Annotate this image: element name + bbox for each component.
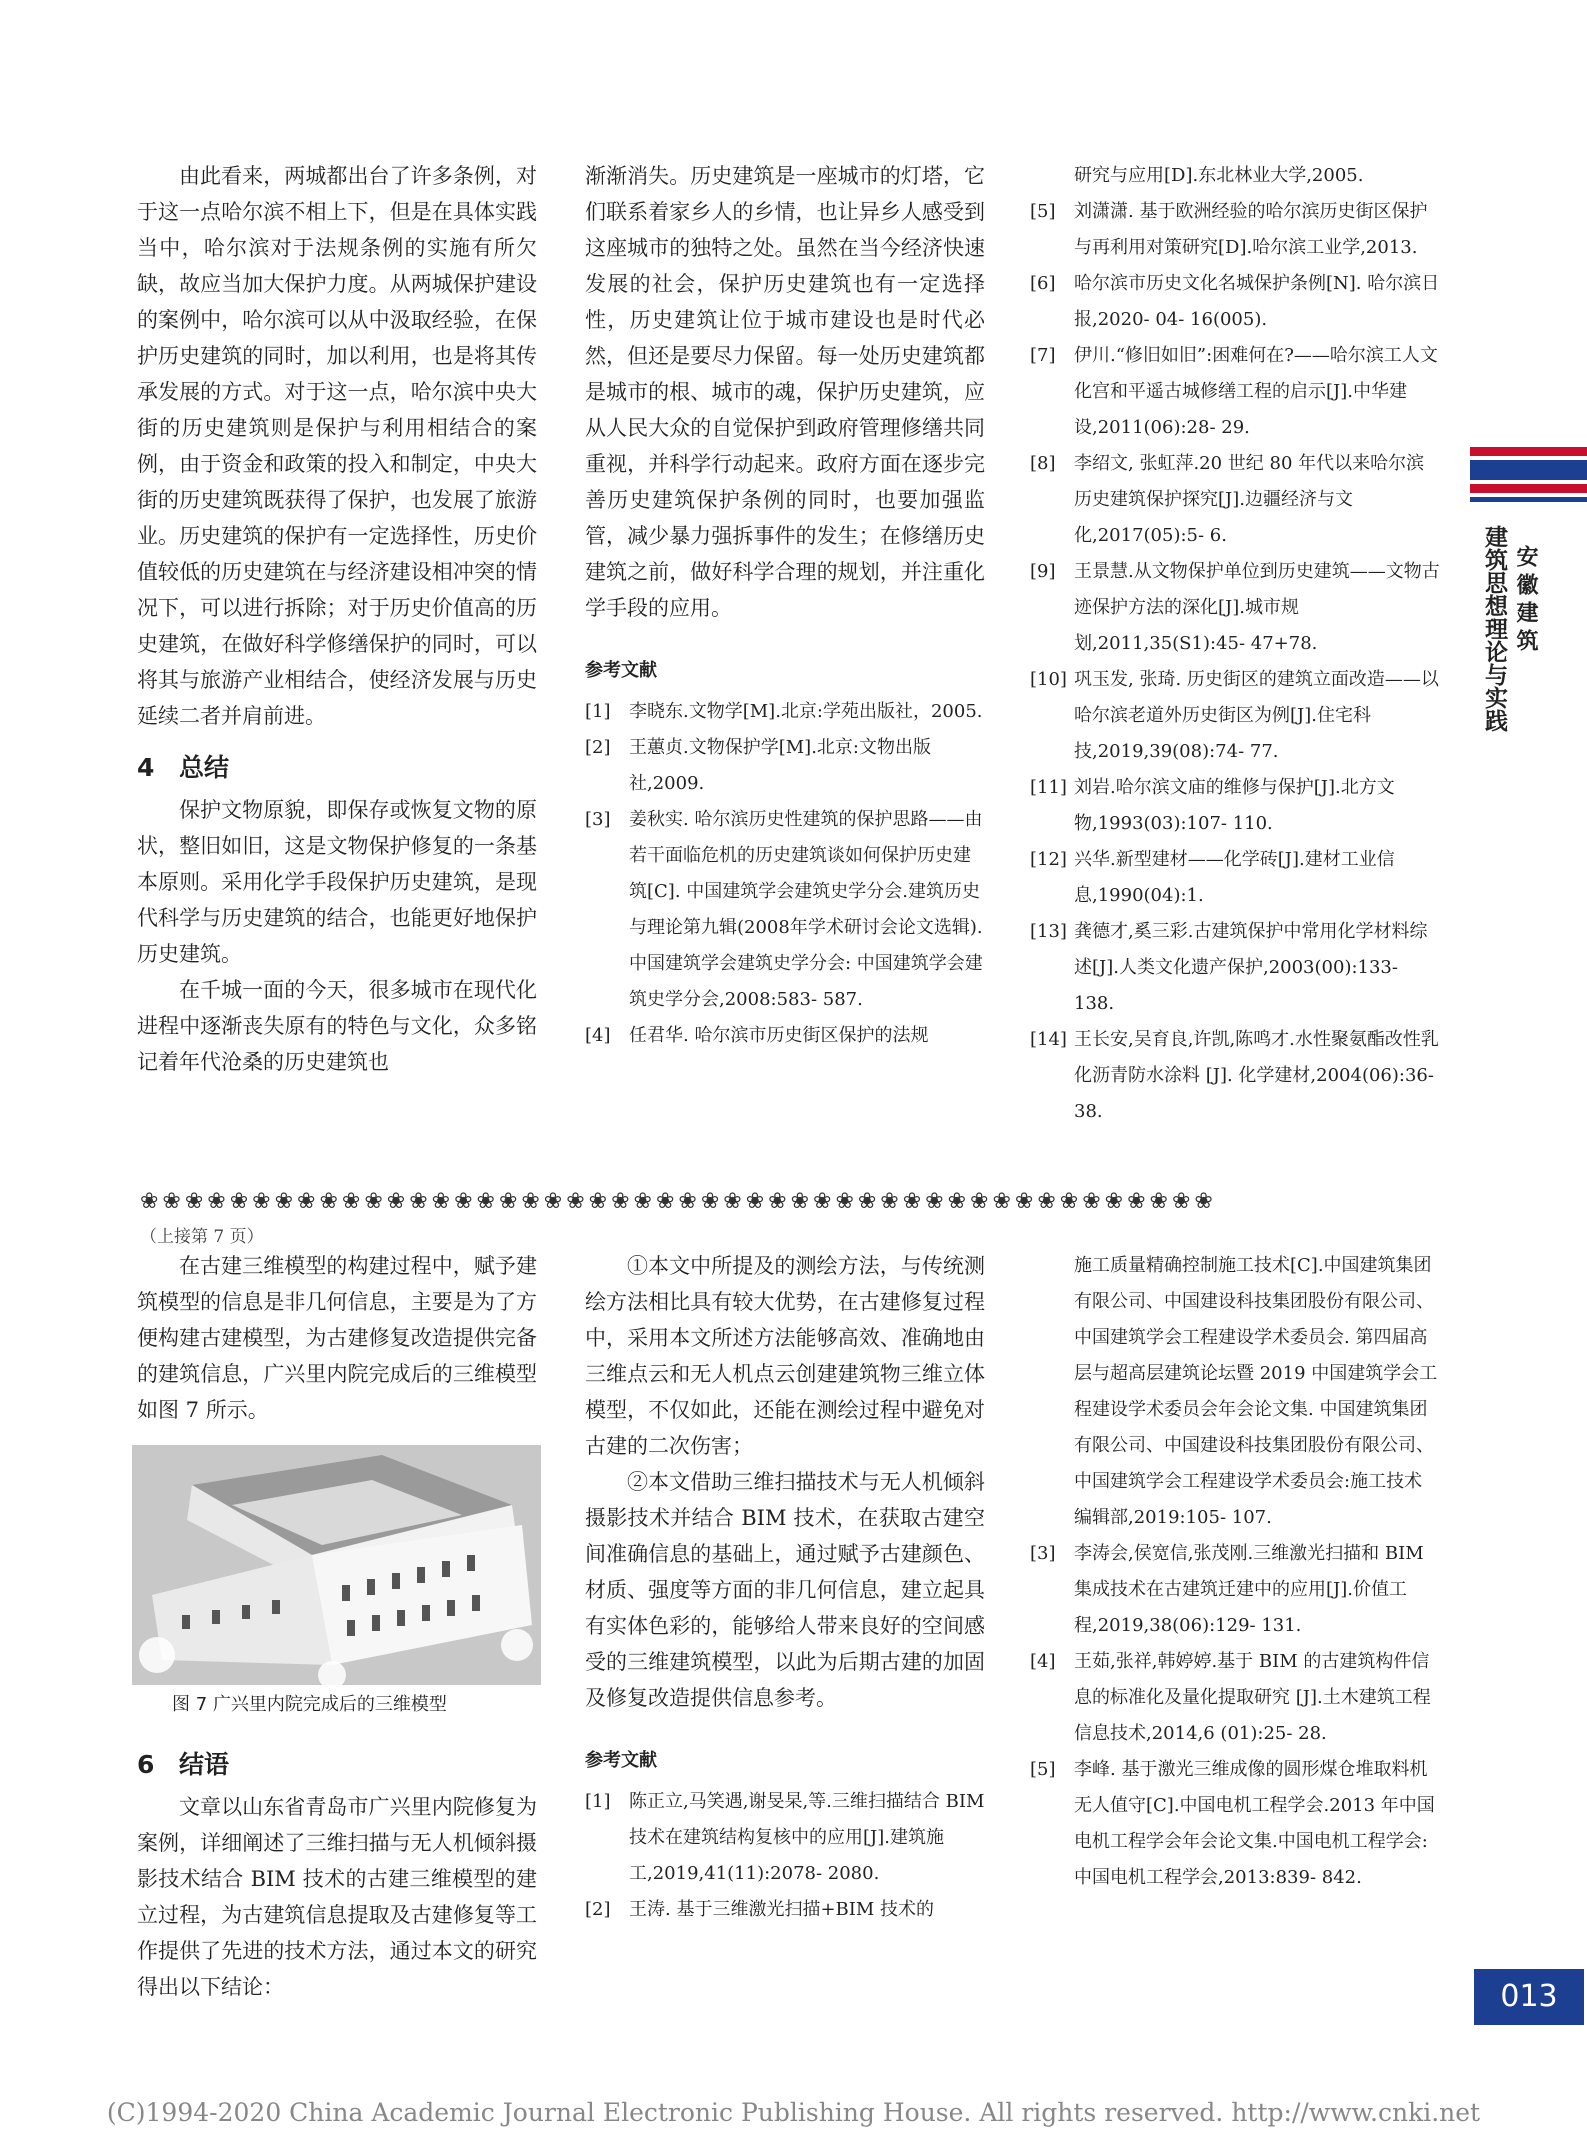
reference-text: 刘潇潇. 基于欧洲经验的哈尔滨历史街区保护与再利用对策研究[D].哈尔滨工业学,2013. bbox=[1074, 201, 1428, 258]
paragraph: ①本文中所提及的测绘方法，与传统测绘方法相比具有较大优势，在古建修复过程中，采用本文所述方法能够高效、准确地由三维点云和无人机点云创建建筑物三维立体模型，不仅如此，还能在测绘过程中避免对古建的二次伤害； bbox=[585, 1254, 985, 1458]
upper-col2 bbox=[585, 158, 985, 1054]
reference-text: 兴华.新型建材——化学砖[J].建材工业信息,1990(04):1. bbox=[1074, 849, 1395, 906]
reference-item bbox=[1030, 194, 1440, 266]
side-tab-red-stripe bbox=[1470, 447, 1587, 456]
reference-item bbox=[1030, 1644, 1440, 1752]
paragraph: 文章以山东省青岛市广兴里内院修复为案例，详细阐述了三维扫描与无人机倾斜摄影技术结合 BIM 技术的古建三维模型的建立过程，为古建筑信息提取及古建修复等工作提供了先进的技术方法，通过本文的研究得出以下结论： bbox=[137, 1795, 537, 1999]
reference-item bbox=[1030, 1248, 1440, 1536]
reference-item bbox=[585, 694, 985, 730]
reference-text: 王景慧.从文物保护单位到历史建筑——文物古迹保护方法的深化[J].城市规划,2011,35(S1):45- 47+78. bbox=[1074, 561, 1440, 654]
reference-text: 研究与应用[D].东北林业大学,2005. bbox=[1074, 165, 1364, 186]
reference-text: 巩玉发, 张琦. 历史街区的建筑立面改造——以哈尔滨老道外历史街区为例[J].住宅科技,2019,39(08):74- 77. bbox=[1074, 669, 1439, 762]
reference-item bbox=[1030, 1022, 1440, 1130]
references-heading: 参考文献 bbox=[585, 1750, 657, 1771]
side-tab-blue-stripe bbox=[1470, 497, 1587, 502]
reference-number: [4] bbox=[1030, 1651, 1056, 1672]
reference-text: 李涛会,侯宽信,张茂刚.三维激光扫描和 BIM 集成技术在古建筑迁建中的应用[J].价值工程,2019,38(06):129- 131. bbox=[1074, 1543, 1424, 1636]
reference-item bbox=[585, 1018, 985, 1054]
reference-item bbox=[1030, 770, 1440, 842]
paragraph: 渐渐消失。历史建筑是一座城市的灯塔，它们联系着家乡人的乡情，也让异乡人感受到这座城市的独特之处。虽然在当今经济快速发展的社会，保护历史建筑也有一定选择性，历史建筑让位于城市建设也是时代必然，但还是要尽力保留。每一处历史建筑都是城市的根、城市的魂，保护历史建筑，应从人民大众的自觉保护到政府管理修缮共同重视，并科学行动起来。政府方面在逐步完善历史建筑保护条例的同时，也要加强监管，减少暴力强拆事件的发生；在修缮历史建筑之前，做好科学合理的规划，并注重化学手段的应用。 bbox=[585, 164, 985, 620]
reference-number: [8] bbox=[1030, 453, 1056, 474]
reference-number: [12] bbox=[1030, 849, 1067, 870]
reference-text: 任君华. 哈尔滨市历史街区保护的法规 bbox=[629, 1025, 929, 1046]
section-title: 总结 bbox=[179, 753, 230, 782]
reference-number bbox=[1030, 1248, 1074, 1536]
reference-number: [2] bbox=[585, 737, 611, 758]
reference-item bbox=[585, 1892, 985, 1928]
section-divider: ❀❀❀❀❀❀❀❀❀❀❀❀❀❀❀❀❀❀❀❀❀❀❀❀❀❀❀❀❀❀❀❀❀❀❀❀❀❀❀❀❀❀❀❀❀❀❀❀ bbox=[140, 1190, 1217, 1214]
reference-text: 施工质量精确控制施工技术[C].中国建筑集团有限公司、中国建设科技集团股份有限公司、中国建筑学会工程建设学术委员会. 第四届高层与超高层建筑论坛暨 2019 中国建筑学会工程建设学术委员会年会论文集. 中国建筑集团有限公司、中国建设科技集团股份有限公司、中国建筑学会工程建设学术委员会:施工技术编辑部,2019:105- 107. bbox=[1074, 1255, 1438, 1528]
side-tab-red-stripe bbox=[1470, 484, 1587, 493]
copyright-footer: (C)1994-2020 China Academic Journal Electronic Publishing House. All rights reserved. http://www.cnki.net bbox=[106, 2098, 1481, 2127]
reference-item bbox=[1030, 338, 1440, 446]
upper-col3 bbox=[1030, 158, 1440, 1130]
section-label-vertical: 建筑思想理论与实践 bbox=[1481, 525, 1507, 732]
reference-text: 姜秋实. 哈尔滨历史性建筑的保护思路——由若干面临危机的历史建筑谈如何保护历史建筑[C]. 中国建筑学会建筑史学分会.建筑历史与理论第九辑(2008年学术研讨会论文选辑).中国建筑学会建筑史学分会: 中国建筑学会建筑史学分会,2008:583- 587. bbox=[629, 809, 983, 1010]
reference-number: [10] bbox=[1030, 669, 1067, 690]
upper-col1 bbox=[137, 158, 537, 1080]
reference-number: [11] bbox=[1030, 777, 1067, 798]
reference-text: 刘岩.哈尔滨文庙的维修与保护[J].北方文物,1993(03):107- 110. bbox=[1074, 777, 1395, 834]
figure-3d-model bbox=[132, 1445, 541, 1685]
reference-number: [5] bbox=[1030, 1759, 1056, 1780]
side-tab-blue-stripe bbox=[1470, 460, 1587, 480]
reference-text: 王蕙贞.文物保护学[M].北京:文物出版社,2009. bbox=[629, 737, 931, 794]
reference-text: 龚德才,奚三彩.古建筑保护中常用化学材料综述[J].人类文化遗产保护,2003(00):133- 138. bbox=[1074, 921, 1428, 1014]
reference-item bbox=[1030, 554, 1440, 662]
reference-text: 伊川.“修旧如旧”:困难何在?——哈尔滨工人文化宫和平遥古城修缮工程的启示[J].中华建设,2011(06):28- 29. bbox=[1074, 345, 1438, 438]
reference-list bbox=[1030, 1248, 1440, 1896]
reference-text: 陈正立,马笑遇,谢旻杲,等.三维扫描结合 BIM 技术在建筑结构复核中的应用[J].建筑施工,2019,41(11):2078- 2080. bbox=[629, 1791, 985, 1884]
reference-item bbox=[585, 1784, 985, 1892]
section-heading bbox=[137, 748, 537, 788]
continued-note: （上接第 7 页） bbox=[140, 1227, 264, 1247]
reference-text: 哈尔滨市历史文化名城保护条例[N]. 哈尔滨日报,2020- 04- 16(005). bbox=[1074, 273, 1440, 330]
reference-number: [1] bbox=[585, 701, 611, 722]
reference-item bbox=[585, 802, 985, 1018]
reference-item bbox=[1030, 1752, 1440, 1896]
lower-col3 bbox=[1030, 1248, 1440, 1896]
figure-caption: 图 7 广兴里内院完成后的三维模型 bbox=[172, 1694, 447, 1715]
reference-text: 李峰. 基于激光三维成像的圆形煤仓堆取料机无人值守[C].中国电机工程学会.2013 年中国电机工程学会年会论文集.中国电机工程学会: 中国电机工程学会,2013:839- 842. bbox=[1074, 1759, 1435, 1888]
reference-number bbox=[1030, 158, 1074, 194]
reference-number: [4] bbox=[585, 1025, 611, 1046]
paragraph: 在千城一面的今天，很多城市在现代化进程中逐渐丧失原有的特色与文化，众多铭记着年代沧桑的历史建筑也 bbox=[137, 978, 537, 1074]
paragraph: 由此看来，两城都出台了许多条例，对于这一点哈尔滨不相上下，但是在具体实践当中，哈尔滨对于法规条例的实施有所欠缺，故应当加大保护力度。从两城保护建设的案例中，哈尔滨可以从中汲取经验，在保护历史建筑的同时，加以利用，也是将其传承发展的方式。对于这一点，哈尔滨中央大街的历史建筑则是保护与利用相结合的案例，由于资金和政策的投入和制定，中央大街的历史建筑既获得了保护，也发展了旅游业。历史建筑的保护有一定选择性，历史价值较低的历史建筑在与经济建设相冲突的情况下，可以进行拆除；对于历史价值高的历史建筑，在做好科学修缮保护的同时，可以将其与旅游产业相结合，使经济发展与历史延续二者并肩前进。 bbox=[137, 164, 537, 728]
reference-text: 王茹,张祥,韩婷婷.基于 BIM 的古建筑构件信息的标准化及量化提取研究 [J].土木建筑工程信息技术,2014,6 (01):25- 28. bbox=[1074, 1651, 1431, 1744]
section-number: 4 bbox=[137, 753, 155, 782]
paragraph: 保护文物原貌，即保存或恢复文物的原状，整旧如旧，这是文物保护修复的一条基本原则。采用化学手段保护历史建筑，是现代科学与历史建筑的结合，也能更好地保护历史建筑。 bbox=[137, 798, 537, 966]
reference-list bbox=[1030, 158, 1440, 1130]
references-heading: 参考文献 bbox=[585, 660, 657, 681]
reference-item bbox=[1030, 158, 1440, 194]
reference-item bbox=[1030, 842, 1440, 914]
reference-number: [2] bbox=[585, 1899, 611, 1920]
reference-number: [3] bbox=[1030, 1543, 1056, 1564]
reference-number: [7] bbox=[1030, 345, 1056, 366]
reference-number: [9] bbox=[1030, 561, 1056, 582]
page-number: 013 bbox=[1474, 1969, 1584, 2025]
reference-number: [14] bbox=[1030, 1029, 1067, 1050]
reference-item bbox=[1030, 662, 1440, 770]
reference-number: [5] bbox=[1030, 201, 1056, 222]
reference-text: 李绍文, 张虹萍.20 世纪 80 年代以来哈尔滨历史建筑保护探究[J].边疆经济与文化,2017(05):5- 6. bbox=[1074, 453, 1425, 546]
reference-item bbox=[1030, 266, 1440, 338]
section-title: 结语 bbox=[179, 1750, 230, 1779]
reference-item bbox=[1030, 446, 1440, 554]
lower-col2 bbox=[585, 1248, 985, 1928]
lower-col1-b bbox=[137, 1745, 537, 2005]
reference-text: 王涛. 基于三维激光扫描+BIM 技术的 bbox=[629, 1899, 935, 1920]
reference-item bbox=[1030, 914, 1440, 1022]
reference-list bbox=[585, 1784, 985, 1928]
journal-name-vertical: 安徽建筑 bbox=[1513, 545, 1538, 657]
reference-item bbox=[1030, 1536, 1440, 1644]
reference-number: [1] bbox=[585, 1791, 611, 1812]
reference-number: [3] bbox=[585, 809, 611, 830]
paragraph: ②本文借助三维扫描技术与无人机倾斜摄影技术并结合 BIM 技术，在获取古建空间准确信息的基础上，通过赋予古建颜色、材质、强度等方面的非几何信息，建立起具有实体色彩的，能够给人带来良好的空间感受的三维建筑模型，以此为后期古建的加固及修复改造提供信息参考。 bbox=[585, 1470, 985, 1710]
paragraph: 在古建三维模型的构建过程中，赋予建筑模型的信息是非几何信息，主要是为了方便构建古建模型，为古建修复改造提供完备的建筑信息，广兴里内院完成后的三维模型如图 7 所示。 bbox=[137, 1254, 537, 1422]
reference-number: [6] bbox=[1030, 273, 1056, 294]
reference-item bbox=[585, 730, 985, 802]
reference-text: 王长安,吴育良,许凯,陈鸣才.水性聚氨酯改性乳化沥青防水涂料 [J]. 化学建材,2004(06):36- 38. bbox=[1074, 1029, 1439, 1122]
section-number: 6 bbox=[137, 1750, 155, 1779]
lower-col1 bbox=[137, 1248, 537, 1428]
courtyard-model-image bbox=[132, 1445, 541, 1685]
reference-text: 李晓东.文物学[M].北京:学苑出版社，2005. bbox=[629, 701, 983, 722]
section-heading bbox=[137, 1745, 537, 1785]
reference-number: [13] bbox=[1030, 921, 1067, 942]
reference-list bbox=[585, 694, 985, 1054]
